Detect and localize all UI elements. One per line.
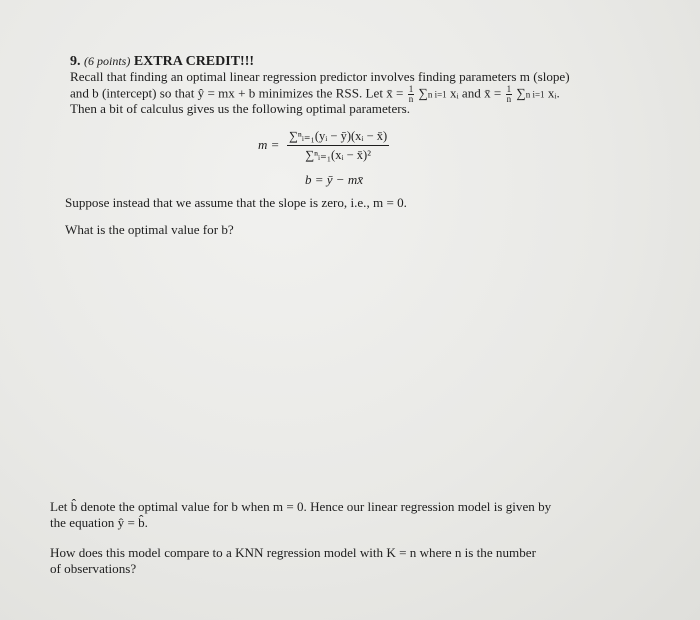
sum-limits-a: n i=1 bbox=[427, 89, 447, 100]
intro-line-2-text-e: xᵢ. bbox=[547, 85, 560, 101]
slope-denominator: ∑ⁿᵢ₌₁(xᵢ − x̄)² bbox=[305, 148, 371, 162]
followup-line-2: the equation ŷ = b̂. bbox=[50, 515, 148, 530]
sum-symbol-b: ∑ bbox=[516, 85, 526, 101]
fraction-one-over-n-b bbox=[506, 85, 513, 104]
intercept-formula bbox=[305, 172, 363, 188]
intro-line-2-text-a: and b (intercept) so that ŷ = mx + b minimizes the RSS. Let x̄ = bbox=[70, 85, 404, 101]
m-lhs bbox=[258, 137, 279, 153]
sum-symbol-a: ∑ bbox=[418, 85, 428, 101]
slope-numerator: ∑ⁿᵢ₌₁(yᵢ − ȳ)(xᵢ − x̄) bbox=[287, 128, 389, 146]
intercept-formula-text: b = ȳ − mx̄ bbox=[305, 172, 363, 187]
question-number: 9. bbox=[70, 54, 81, 69]
followup-line-1: Let b̂ denote the optimal value for b when m = 0. Hence our linear regression model is given by bbox=[50, 499, 552, 514]
intro-line-1: Recall that finding an optimal linear regression predictor involves finding parameters m (slope) bbox=[70, 69, 570, 84]
suppose-line: Suppose instead that we assume that the slope is zero, i.e., m = 0. bbox=[65, 195, 407, 210]
intro-line-3: Then a bit of calculus gives us the following optimal parameters. bbox=[70, 101, 410, 116]
m-lhs-text: m = bbox=[258, 137, 280, 152]
followup-line-4: of observations? bbox=[50, 561, 137, 576]
sum-limits-b: n i=1 bbox=[525, 89, 545, 100]
intro-line-2-text-c: xᵢ and x̄ = bbox=[449, 85, 502, 101]
question-heading: EXTRA CREDIT!!! bbox=[133, 54, 255, 69]
slope-formula bbox=[287, 128, 389, 163]
question-points: (6 points) bbox=[84, 54, 131, 68]
optimal-b-question: What is the optimal value for b? bbox=[65, 222, 234, 237]
fraction-numerator-b: 1 bbox=[506, 84, 512, 94]
fraction-denominator: n bbox=[408, 94, 414, 104]
fraction-denominator-b: n bbox=[506, 94, 512, 104]
fraction-numerator: 1 bbox=[408, 84, 414, 94]
followup-line-3: How does this model compare to a KNN regression model with K = n where n is the number bbox=[50, 545, 536, 560]
question-header bbox=[70, 53, 254, 70]
